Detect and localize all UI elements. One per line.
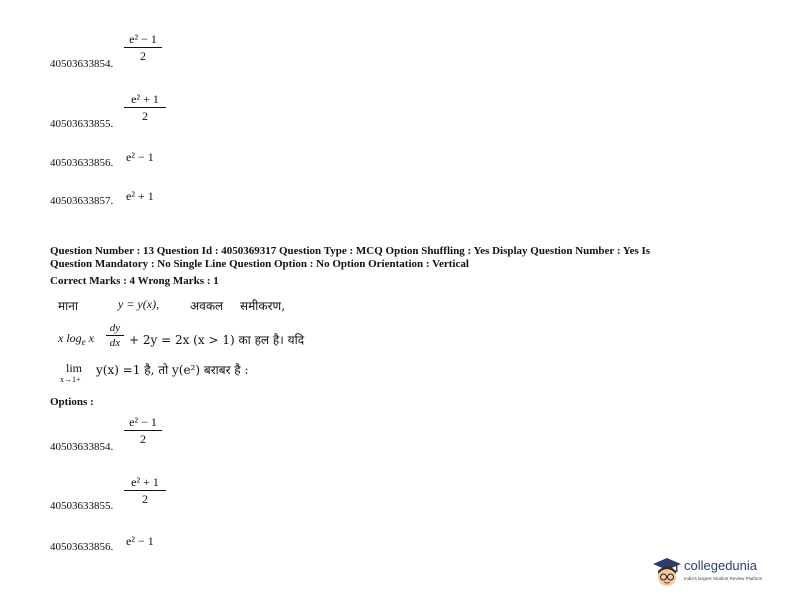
- question-equation: y = y(x),: [118, 297, 160, 311]
- option-fraction: [124, 416, 162, 446]
- numerator: e² + 1: [131, 475, 159, 489]
- option-id: 40503633854.: [50, 58, 114, 70]
- fraction-bar: [124, 47, 162, 48]
- option-expression: e² − 1: [126, 150, 154, 164]
- logo-name: collegedunia: [684, 558, 758, 573]
- option-id: 40503633856.: [50, 541, 114, 553]
- option-id: 40503633855.: [50, 118, 114, 130]
- numerator: dy: [109, 322, 121, 334]
- option-id: 40503633855.: [50, 500, 114, 512]
- question-equation-rest: + 2y = 2x (x > 1) का हल है। यदि: [129, 333, 305, 347]
- limit-symbol: lim: [66, 361, 83, 375]
- numerator: e² − 1: [129, 415, 157, 429]
- option-id: 40503633856.: [50, 157, 114, 169]
- question-word: समीकरण,: [240, 299, 286, 313]
- option-expression: e² − 1: [126, 534, 154, 548]
- fraction-bar: [124, 107, 166, 108]
- option-fraction: [124, 33, 162, 63]
- question-condition: y(x) =1 है, तो y(e²) बराबर है :: [96, 363, 249, 377]
- option-fraction: [124, 476, 166, 506]
- denominator: dx: [109, 337, 121, 349]
- question-meta-line1: Question Number : 13 Question Id : 4050369317 Question Type : MCQ Option Shuffling : Yes Display Question Number : Yes Is: [50, 245, 651, 257]
- denominator: 2: [142, 109, 148, 123]
- question-word: अवकल: [190, 299, 224, 313]
- limit-subscript: x→1+: [60, 375, 81, 384]
- log-expression: [58, 331, 94, 347]
- numerator: e² + 1: [131, 92, 159, 106]
- collegedunia-logo: [652, 556, 772, 592]
- fraction-bar: [124, 430, 162, 431]
- option-id: 40503633854.: [50, 441, 114, 453]
- derivative-fraction: [106, 322, 124, 349]
- graduate-mascot-icon: [652, 556, 682, 590]
- fraction-bar: [124, 490, 166, 491]
- question-marks: Correct Marks : 4 Wrong Marks : 1: [50, 275, 219, 287]
- denominator: 2: [140, 49, 146, 63]
- logo-tagline: India's largest Student Review Platform: [684, 576, 763, 581]
- question-word: माना: [58, 299, 79, 313]
- log-argument: x: [88, 331, 94, 345]
- options-label: Options :: [50, 396, 94, 408]
- log-base: e: [81, 337, 86, 347]
- question-meta-line2: Question Mandatory : No Single Line Question Option : No Option Orientation : Vertical: [50, 258, 469, 270]
- denominator: 2: [140, 432, 146, 446]
- fraction-bar: [106, 335, 124, 336]
- log-text: x log: [58, 331, 82, 345]
- option-fraction: [124, 93, 166, 123]
- denominator: 2: [142, 492, 148, 506]
- numerator: e² − 1: [129, 32, 157, 46]
- option-expression: e² + 1: [126, 189, 154, 203]
- option-id: 40503633857.: [50, 195, 114, 207]
